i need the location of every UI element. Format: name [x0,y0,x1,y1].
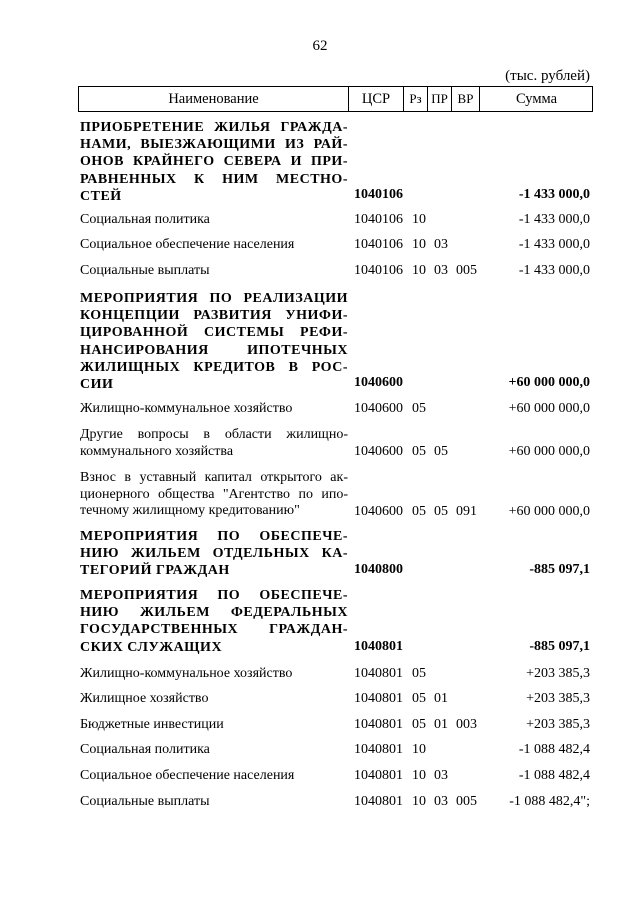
page-number: 62 [312,38,328,54]
row-sum: +60 000 000,0 [508,504,590,519]
row-name: Другие вопросы в области жилищно-коммунального хозяйства [80,427,348,459]
row-csr: 1040801 [354,666,403,681]
row-sum: -1 433 000,0 [518,212,590,227]
row-sum: +60 000 000,0 [508,444,590,459]
row-sum: +203 385,3 [526,691,590,706]
table-header [78,86,593,112]
row-sum: -1 088 482,4 [518,768,590,783]
row-rz: 10 [412,742,426,757]
row-sum: +203 385,3 [526,717,590,732]
row-pr: 03 [434,768,448,783]
row-rz: 05 [412,401,426,416]
row-pr: 03 [434,237,448,252]
row-csr: 1040801 [354,639,403,654]
row-sum: +203 385,3 [526,666,590,681]
header-csr: ЦСР [349,87,404,111]
row-vr: 003 [456,717,477,732]
row-name: МЕРОПРИЯТИЯ ПО ОБЕСПЕЧЕ-НИЮ ЖИЛЬЕМ ФЕДЕРАЛЬНЫХ ГОСУДАРСТВЕННЫХ ГРАЖДАН-СКИХ СЛУЖАЩИХ [80,588,348,655]
row-csr: 1040801 [354,691,403,706]
header-pr: ПР [428,87,452,111]
row-csr: 1040600 [354,444,403,459]
row-csr: 1040106 [354,187,403,202]
row-sum: -885 097,1 [529,562,590,577]
row-csr: 1040600 [354,504,403,519]
row-pr: 05 [434,444,448,459]
row-name: ПРИОБРЕТЕНИЕ ЖИЛЬЯ ГРАЖДА-НАМИ, ВЫЕЗЖАЮЩИМИ ИЗ РАЙ-ОНОВ КРАЙНЕГО СЕВЕРА И ПРИ-РАВНЕННЫХ К НИМ МЕСТНО-СТЕЙ [80,120,348,204]
row-rz: 05 [412,691,426,706]
row-vr: 091 [456,504,477,519]
row-csr: 1040600 [354,375,403,390]
row-rz: 10 [412,237,426,252]
row-rz: 10 [412,768,426,783]
row-pr: 03 [434,794,448,809]
row-csr: 1040106 [354,212,403,227]
row-vr: 005 [456,263,477,278]
row-name: МЕРОПРИЯТИЯ ПО РЕАЛИЗАЦИИ КОНЦЕПЦИИ РАЗВИТИЯ УНИФИ-ЦИРОВАННОЙ СИСТЕМЫ РЕФИ-НАНСИРОВАНИЯ ИПОТЕЧНЫХ ЖИЛИЩНЫХ КРЕДИТОВ В РОС-СИИ [80,291,348,393]
row-rz: 05 [412,444,426,459]
row-sum: +60 000 000,0 [508,401,590,416]
row-name: Социальные выплаты [80,263,210,278]
header-name: Наименование [79,87,349,111]
row-csr: 1040800 [354,562,403,577]
row-sum: -1 433 000,0 [518,263,590,278]
row-csr: 1040600 [354,401,403,416]
row-pr: 01 [434,691,448,706]
row-csr: 1040801 [354,717,403,732]
row-sum: -1 088 482,4"; [509,794,590,809]
row-pr: 05 [434,504,448,519]
row-rz: 10 [412,263,426,278]
row-name: Бюджетные инвестиции [80,717,224,732]
row-pr: 01 [434,717,448,732]
row-vr: 005 [456,794,477,809]
header-vr: ВР [452,87,480,111]
row-name: Жилищное хозяйство [80,691,209,706]
row-rz: 05 [412,666,426,681]
row-csr: 1040106 [354,263,403,278]
row-rz: 05 [412,717,426,732]
row-pr: 03 [434,263,448,278]
row-name: Жилищно-коммунальное хозяйство [80,401,293,416]
units-label: (тыс. рублей) [505,68,590,84]
row-rz: 05 [412,504,426,519]
row-sum: -885 097,1 [529,639,590,654]
row-name: Социальная политика [80,742,210,757]
row-csr: 1040801 [354,794,403,809]
row-name: Взнос в уставный капитал открытого ак-ционерного общества "Агентство по ипо-течному жилищному кредитованию" [80,470,348,519]
row-csr: 1040801 [354,742,403,757]
row-csr: 1040801 [354,768,403,783]
row-sum: -1 433 000,0 [518,237,590,252]
row-sum: -1 433 000,0 [518,187,590,202]
row-rz: 10 [412,212,426,227]
row-sum: +60 000 000,0 [508,375,590,390]
row-rz: 10 [412,794,426,809]
header-rz: Рз [404,87,428,111]
row-name: Социальное обеспечение населения [80,768,295,783]
row-csr: 1040106 [354,237,403,252]
row-name: МЕРОПРИЯТИЯ ПО ОБЕСПЕЧЕ-НИЮ ЖИЛЬЕМ ОТДЕЛЬНЫХ КА-ТЕГОРИЙ ГРАЖДАН [80,529,348,579]
row-name: Жилищно-коммунальное хозяйство [80,666,293,681]
header-sum: Сумма [515,91,558,107]
row-sum: -1 088 482,4 [518,742,590,757]
row-name: Социальные выплаты [80,794,210,809]
row-name: Социальная политика [80,212,210,227]
row-name: Социальное обеспечение населения [80,237,295,252]
